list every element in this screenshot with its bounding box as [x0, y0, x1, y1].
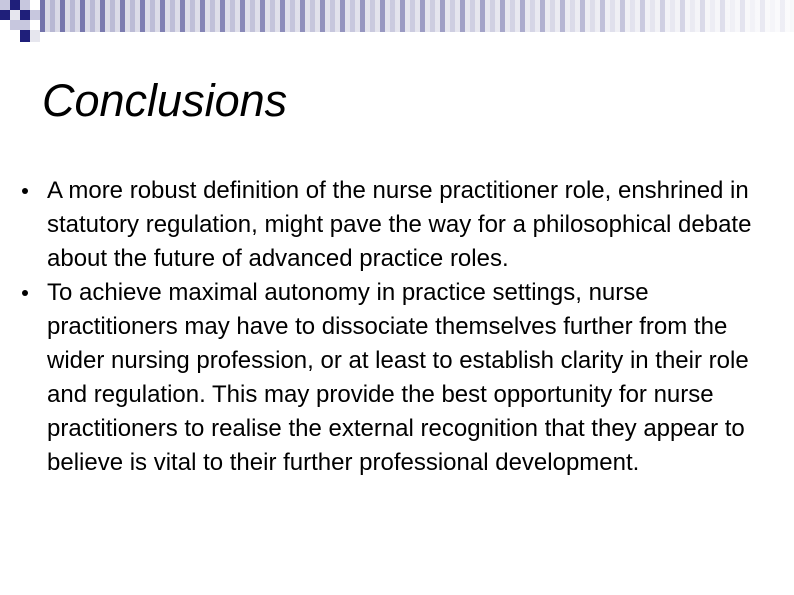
bullet-item-2: [22, 276, 782, 480]
bullet-dot-icon: [22, 290, 28, 296]
bullet-dot-icon: [22, 188, 28, 194]
slide-title: Conclusions: [42, 75, 288, 126]
bullet-text-2: To achieve maximal autonomy in practice settings, nurse practitioners may have to dissociate themselves further from the wider nursing profession, or at least to establish clarity in their role and regulation. This may provide the best opportunity for nurse practitioners to realise the external recognition that they appear to believe is vital to their further professional development.: [47, 279, 749, 476]
header-pattern-graphic: [0, 0, 794, 50]
bullet-text-1: A more robust definition of the nurse practitioner role, enshrined in statutory regulation, might pave the way for a philosophical debate about the future of advanced practice roles.: [47, 177, 752, 272]
decorative-header-band: [0, 0, 794, 50]
bullet-item-1: [22, 174, 782, 276]
bullet-list: [22, 174, 782, 480]
